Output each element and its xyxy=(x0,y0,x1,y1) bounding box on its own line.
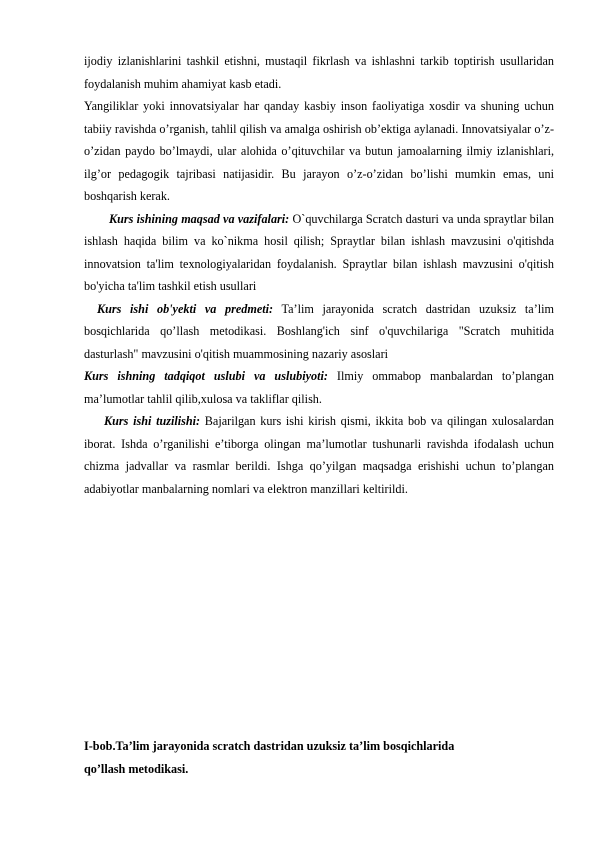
object-text: Ta’lim jarayonida scratch dastridan uzuksiz ta’lim bosqichlarida qo’llash metodikasi. Boshlang'ich sinf o'quvchilariga "Scratch muhitida dasturlash" mavzusini o'qitish muammosining nazariy asoslari xyxy=(84,301,555,361)
innovation-paragraph: Yangiliklar yoki innovatsiyalar har qanday kasbiy inson faoliyatiga xosdir va shuning uchun tabiiy ravishda o’rganish, tahlil qilish va amalga oshirish ob’ektiga aylanadi. Innovatsiyalar o’z-o’zidan paydo bo’lmaydi, ular alohida o’qituvchilar va butun jamoalarning ilmiy izlanishlari, ilg’or pedagogik tajribasi natijasidir. Bu jarayon o’z-o’zidan bo’lishi mumkin emas, uni boshqarish kerak. xyxy=(84,99,554,203)
object-paragraph xyxy=(84,298,554,366)
goals-text: O`quvchilarga Scratch dasturi va unda spraytlar bilan ishlash haqida bilim va ko`nikma hosil qilish; Spraytlar bilan ishlash mavzusini o'qitishda innovatsion ta'lim texnologiyalaridan foydalanish. Spraytlar bilan ishlash mavzusini o'qitish bo'yicha ta'lim tashkil etish usullari xyxy=(84,211,554,293)
method-text: Ilmiy ommabop manbalardan to’plangan ma’lumotlar tahlil qilib,xulosa va takliflar qilish. xyxy=(84,369,554,406)
method-label: Kurs ishning tadqiqot uslubi va uslubiyoti: xyxy=(84,369,328,383)
structure-label: Kurs ishi tuzilishi: xyxy=(104,414,201,428)
chapter-heading xyxy=(84,735,554,781)
intro-paragraph: ijodiy izlanishlarini tashkil etishni, mustaqil fikrlash va ishlashni tarkib toptirish usullaridan foydalanish muhim ahamiyat kasb etadi. xyxy=(84,54,554,91)
goals-paragraph xyxy=(84,208,554,298)
method-paragraph xyxy=(84,365,554,410)
chapter-heading-line2: qo’llash metodikasi. xyxy=(84,762,189,776)
chapter-heading-line1: I-bob.Ta’lim jarayonida scratch dastridan uzuksiz ta’lim bosqichlarida xyxy=(84,739,455,753)
structure-paragraph xyxy=(84,410,554,500)
structure-text: Bajarilgan kurs ishi kirish qismi, ikkita bob va qilingan xulosalardan iborat. Ishda o’rganilishi e’tiborga olingan ma’lumotlar tushunarli ravishda ifodalash uchun chizma jadvallar va rasmlar berildi. Ishga qo’yilgan maqsadga erishishi uchun to’plangan adabiyotlar manbalarning nomlari va elektron manzillari keltirildi. xyxy=(84,414,555,496)
document-body xyxy=(84,50,554,500)
object-label: Kurs ishi ob'yekti va predmeti: xyxy=(97,301,274,316)
goals-label: Kurs ishining maqsad va vazifalari: xyxy=(109,211,290,226)
